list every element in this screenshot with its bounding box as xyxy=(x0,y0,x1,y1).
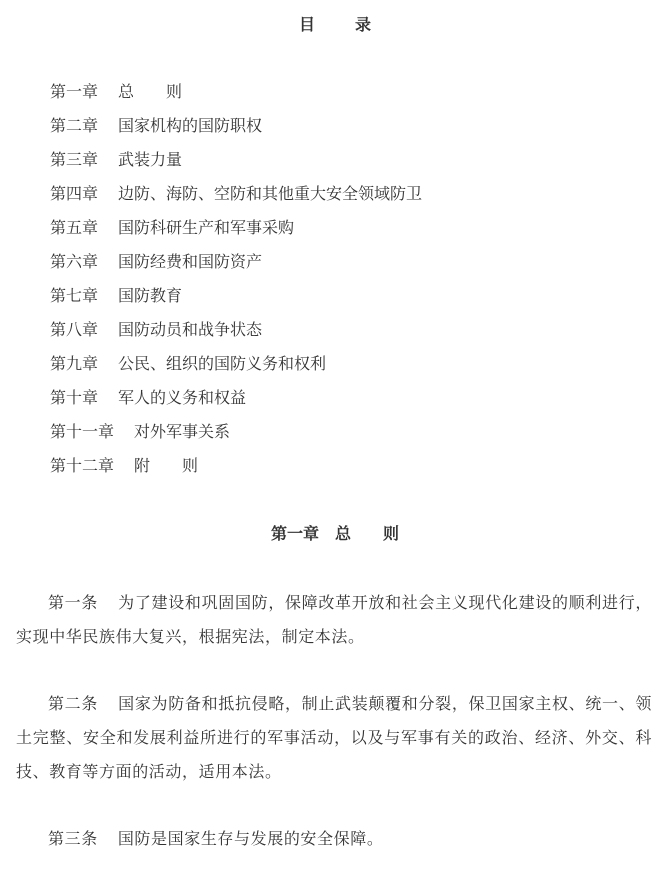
toc-chapter-number: 第十二章 xyxy=(50,456,115,475)
toc-chapter-number: 第五章 xyxy=(50,218,99,237)
toc-chapter-title: 国防教育 xyxy=(118,286,183,305)
toc-title-left: 目 xyxy=(298,15,315,34)
toc-item xyxy=(50,182,422,216)
toc-item xyxy=(50,216,422,250)
article-1 xyxy=(16,586,652,654)
article-text: 为了建设和巩固国防，保障改革开放和社会主义现代化建设的顺利进行，实现中华民族伟大复兴，根据宪法，制定本法。 xyxy=(16,593,652,646)
toc-item xyxy=(50,352,422,386)
toc-chapter-number: 第一章 xyxy=(50,82,99,101)
toc-chapter-number: 第八章 xyxy=(50,320,99,339)
toc-chapter-title: 附 则 xyxy=(134,456,199,475)
toc-chapter-number: 第二章 xyxy=(50,116,99,135)
toc-chapter-title: 总 则 xyxy=(118,82,183,101)
toc-item xyxy=(50,386,422,420)
toc-chapter-title: 军人的义务和权益 xyxy=(118,388,247,407)
toc-chapter-title: 公民、组织的国防义务和权利 xyxy=(118,354,327,373)
toc-chapter-title: 边防、海防、空防和其他重大安全领域防卫 xyxy=(118,184,423,203)
article-text: 国家为防备和抵抗侵略，制止武装颠覆和分裂，保卫国家主权、统一、领土完整、安全和发展利益所进行的军事活动，以及与军事有关的政治、经济、外交、科技、教育等方面的活动，适用本法。 xyxy=(16,694,652,781)
toc-item xyxy=(50,114,422,148)
toc-title xyxy=(0,13,670,37)
toc-item xyxy=(50,318,422,352)
article-2 xyxy=(16,687,652,789)
toc-chapter-number: 第六章 xyxy=(50,252,99,271)
toc-item xyxy=(50,80,422,114)
article-number: 第一条 xyxy=(48,593,99,612)
article-3 xyxy=(16,822,652,856)
toc-chapter-title: 国家机构的国防职权 xyxy=(118,116,263,135)
article-number: 第三条 xyxy=(48,829,98,848)
toc-item xyxy=(50,250,422,284)
toc-item xyxy=(50,420,422,454)
toc-item xyxy=(50,454,422,488)
table-of-contents xyxy=(50,80,422,488)
toc-chapter-number: 第十章 xyxy=(50,388,99,407)
toc-chapter-number: 第七章 xyxy=(50,286,99,305)
toc-title-right: 录 xyxy=(355,15,372,34)
article-number: 第二条 xyxy=(48,694,99,713)
article-text: 国防是国家生存与发展的安全保障。 xyxy=(117,829,384,848)
toc-chapter-number: 第四章 xyxy=(50,184,99,203)
toc-chapter-number: 第九章 xyxy=(50,354,99,373)
toc-chapter-title: 国防科研生产和军事采购 xyxy=(118,218,295,237)
toc-chapter-title: 国防经费和国防资产 xyxy=(118,252,263,271)
toc-item xyxy=(50,148,422,182)
toc-chapter-title: 对外军事关系 xyxy=(134,422,231,441)
toc-chapter-title: 国防动员和战争状态 xyxy=(118,320,263,339)
chapter-heading: 第一章 总 则 xyxy=(270,524,399,543)
toc-item xyxy=(50,284,422,318)
toc-chapter-number: 第三章 xyxy=(50,150,99,169)
toc-chapter-number: 第十一章 xyxy=(50,422,115,441)
toc-chapter-title: 武装力量 xyxy=(118,150,183,169)
